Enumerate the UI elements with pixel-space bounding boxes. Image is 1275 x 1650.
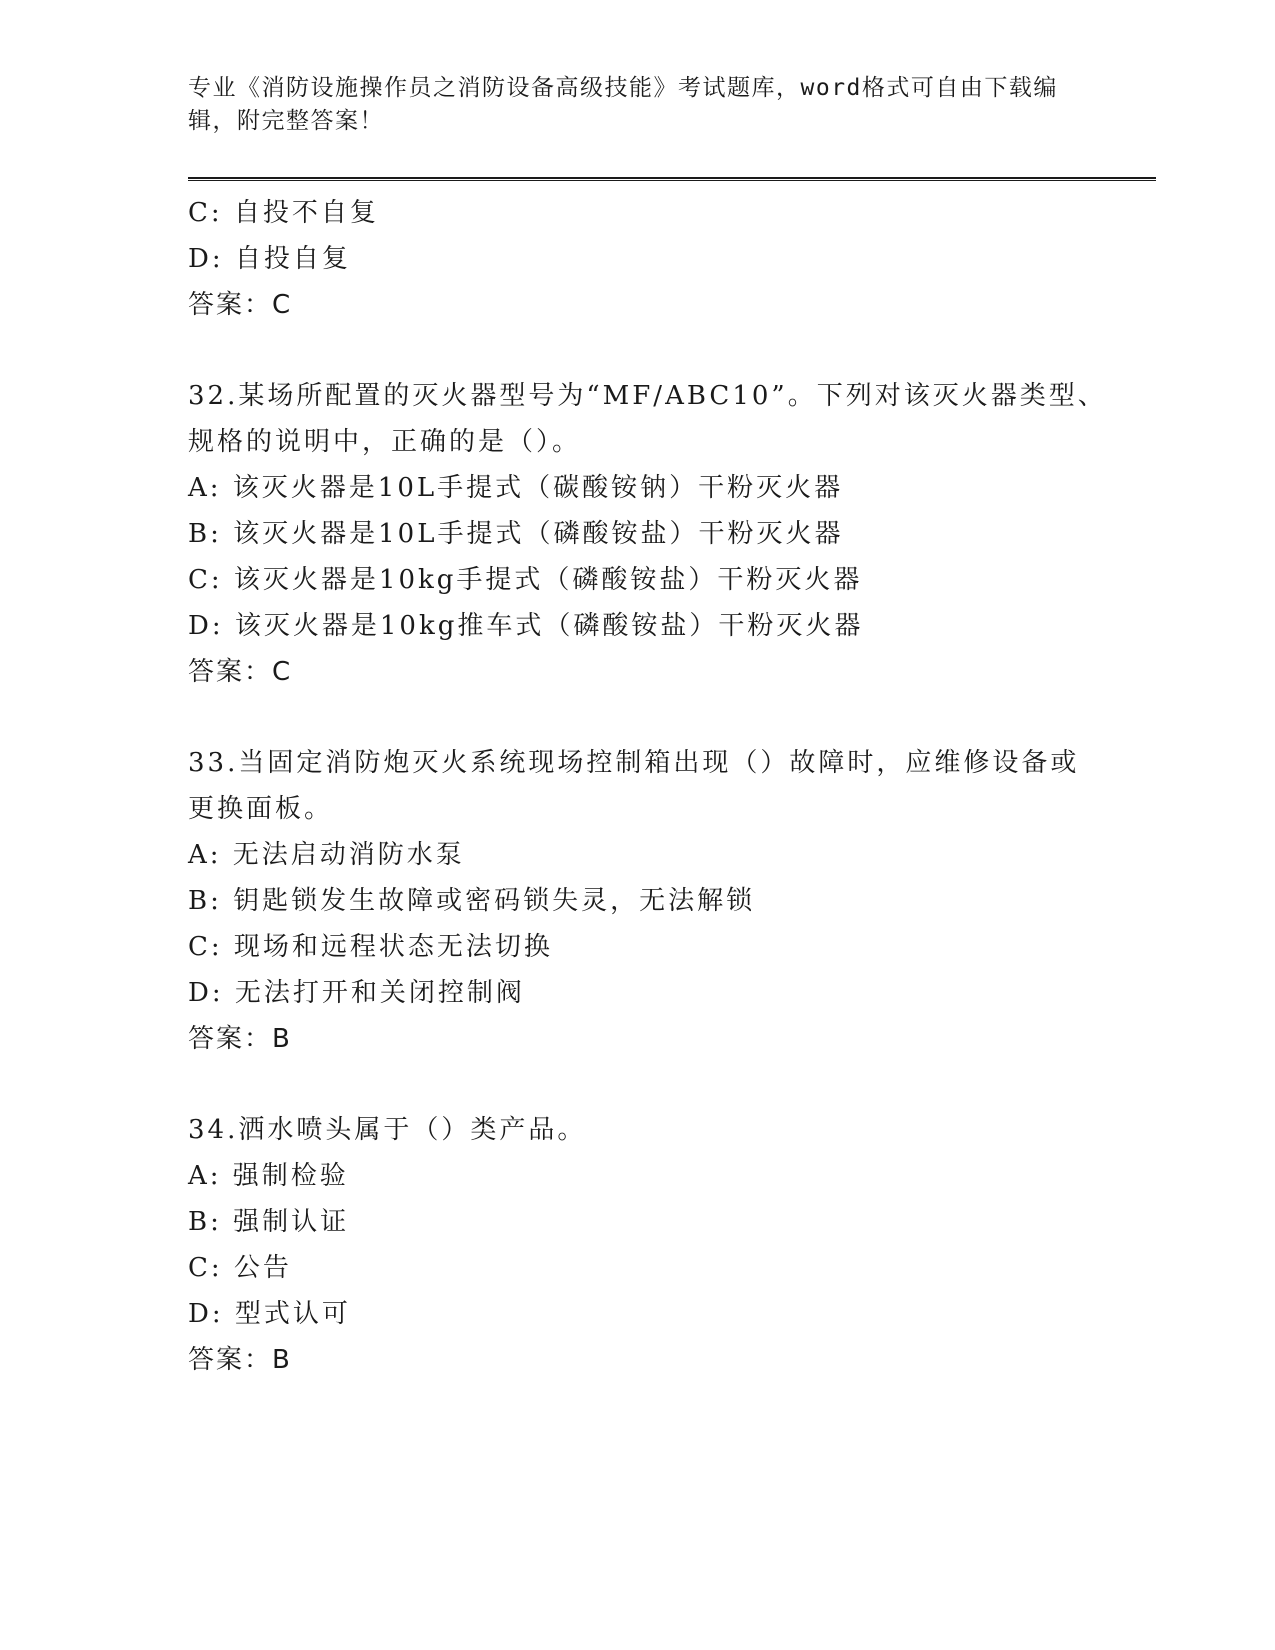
question-line: 33.当固定消防炮灭火系统现场控制箱出现（）故障时，应维修设备或: [188, 748, 1080, 778]
question-line: 规格的说明中，正确的是（）。: [188, 427, 582, 457]
question-line: A: 强制检验: [188, 1161, 349, 1191]
answer-line: 答案：C: [188, 657, 293, 687]
question-line: D: 无法打开和关闭控制阀: [188, 978, 525, 1008]
question-line: A: 该灭火器是10L手提式（碳酸铵钠）干粉灭火器: [188, 473, 844, 503]
block-spacer: [188, 328, 1088, 373]
question-line: C: 自投不自复: [188, 198, 379, 228]
question-line: B: 强制认证: [188, 1207, 350, 1237]
question-line: C: 公告: [188, 1253, 292, 1283]
question-line: 34.洒水喷头属于（）类产品。: [188, 1115, 587, 1145]
answer-line: 答案：B: [188, 1345, 292, 1375]
question-content: [188, 190, 1107, 1383]
question-line: D: 自投自复: [188, 244, 351, 274]
question-block: [188, 190, 1088, 373]
question-line: 更换面板。: [188, 794, 334, 824]
question-line: C: 该灭火器是10kg手提式（磷酸铵盐）干粉灭火器: [188, 565, 863, 595]
question-block: [188, 740, 1088, 1107]
question-line: A: 无法启动消防水泵: [188, 840, 465, 870]
question-block: [188, 373, 1107, 740]
question-block: [188, 1107, 1088, 1383]
document-header: 专业《消防设施操作员之消防设备高级技能》考试题库，word格式可自由下载编辑，附完整答案！: [188, 75, 1058, 134]
question-line: D: 型式认可: [188, 1299, 351, 1329]
block-spacer: [188, 1062, 1088, 1107]
question-line: 32.某场所配置的灭火器型号为“MF/ABC10”。下列对该灭火器类型、: [188, 381, 1107, 411]
question-line: B: 钥匙锁发生故障或密码锁失灵，无法解锁: [188, 886, 756, 916]
question-line: C: 现场和远程状态无法切换: [188, 932, 553, 962]
question-line: D: 该灭火器是10kg推车式（磷酸铵盐）干粉灭火器: [188, 611, 864, 641]
question-line: B: 该灭火器是10L手提式（磷酸铵盐）干粉灭火器: [188, 519, 844, 549]
header-divider: [188, 177, 1156, 181]
answer-line: 答案：C: [188, 290, 293, 320]
block-spacer: [188, 695, 1088, 740]
answer-line: 答案：B: [188, 1024, 292, 1054]
